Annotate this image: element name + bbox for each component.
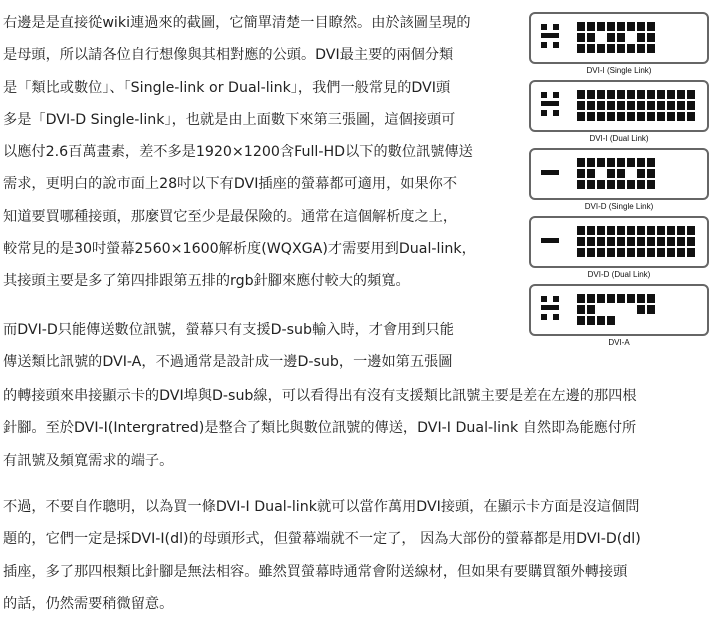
connector-pin [577,316,585,325]
connector-pin [587,33,595,42]
text-line: 題的，它們一定是採DVI-I(dl)的母頭形式，但螢幕端就不一定了， 因為大部份的螢幕都是用DVI-D(dl) [3,531,641,548]
connector-pin [607,226,615,235]
connector-pin [607,101,615,110]
connector-pin [597,180,605,189]
connector-dvi-i-dual [529,80,709,132]
text-line: 知道要買哪種接頭，那麼買它至少是最保險的。通常在這個解析度之上， [3,208,458,225]
text-line: 而DVI-D只能傳送數位訊號，螢幕只有支援D-sub輸入時，才會用到只能 [3,322,454,338]
connector-pin [627,112,635,121]
connector-pin [627,158,635,167]
connector-pin [597,248,605,257]
paragraph-2-continued [3,380,715,477]
connector-pin [627,248,635,257]
connector-pin [677,237,685,246]
connector-pin [637,101,645,110]
connector-pin [637,305,645,314]
connector-pin [647,158,655,167]
connector-pin [577,112,585,121]
connector-pin [667,90,675,99]
connector-dvi-i-single [529,12,709,64]
connector-pin [597,237,605,246]
caption-dvi-d-single: DVI-D (Single Link) [584,202,654,211]
connector-pin [597,101,605,110]
connector-pin [577,44,585,53]
connector-pin [677,101,685,110]
connector-pin [597,112,605,121]
connector-pin [587,90,595,99]
connector-pin [647,22,655,31]
text-line: 插座，多了那四根類比針腳是無法相容。雖然買螢幕時通常會附送線材，但如果有要購買額外轉接頭 [3,563,628,580]
connector-pin [637,33,645,42]
connector-pin [627,180,635,189]
connector-pins-icon [531,218,707,266]
dvi-connector-figure [524,12,720,357]
connector-pin [647,226,655,235]
connector-pin [667,226,675,235]
caption-dvi-d-dual: DVI-D (Dual Link) [587,270,651,279]
connector-pin [637,90,645,99]
connector-pin [577,305,585,314]
connector-pin [647,90,655,99]
connector-pin [617,158,625,167]
connector-pin [687,248,695,257]
connector-pin [607,112,615,121]
connector-pin [597,22,605,31]
connector-pin [577,237,585,246]
connector-pin [607,44,615,53]
connector-pins-icon [531,14,707,62]
connector-pin [607,33,615,42]
connector-pin [687,237,695,246]
connector-pin [647,248,655,257]
connector-pin [617,248,625,257]
connector-pin [637,158,645,167]
connector-pin [577,33,585,42]
text-line: 不過，不要自作聰明，以為買一條DVI-I Dual-link就可以當作萬用DVI接頭，在顯示卡方面是沒這個問 [3,499,640,515]
connector-pin [617,169,625,178]
text-line: 其接頭主要是多了第四排跟第五排的rgb針腳來應付較大的頻寬。 [3,273,410,290]
connector-pin [617,101,625,110]
connector-pin [657,226,665,235]
connector-pin [627,101,635,110]
connector-pin [607,158,615,167]
connector-pin [587,248,595,257]
connector-pin [687,101,695,110]
connector-pin [687,90,695,99]
connector-pin [667,237,675,246]
text-line: 以應付2.6百萬畫素，差不多是1920×1200含Full-HD以下的數位訊號傳送 [3,144,473,161]
paragraph-1 [3,7,515,298]
connector-pin [637,248,645,257]
connector-pin [627,237,635,246]
connector-pin [607,169,615,178]
connector-pin [647,180,655,189]
connector-pin [587,226,595,235]
connector-pin [587,22,595,31]
connector-pin [587,158,595,167]
connector-pin [607,22,615,31]
connector-pin [677,90,685,99]
text-line: 是「類比或數位」、「Single-link or Dual-link」，我們一般常見的DVI頭 [3,79,451,96]
caption-dvi-i-dual: DVI-I (Dual Link) [589,134,649,143]
text-line: 是母頭，所以請各位自行想像與其相對應的公頭。DVI最主要的兩個分類 [3,47,454,64]
connector-pin [647,237,655,246]
connector-pin [587,44,595,53]
connector-pin [617,294,625,303]
connector-pin [647,112,655,121]
connector-pin [587,294,595,303]
connector-pin [657,237,665,246]
text-line: 多是「DVI-D Single-link」，也就是由上面數下來第三張圖，這個接頭可 [3,111,456,128]
connector-pins-icon [531,286,707,334]
connector-pin [607,90,615,99]
connector-pin [647,305,655,314]
connector-pin [627,44,635,53]
connector-pin [667,112,675,121]
connector-pin [587,237,595,246]
connector-pin [597,90,605,99]
connector-pin [597,226,605,235]
connector-pin [617,112,625,121]
connector-pin [617,44,625,53]
connector-pin [597,158,605,167]
connector-pin [577,90,585,99]
text-line: 較常見的是30吋螢幕2560×1600解析度(WQXGA)才需要用到Dual-link， [3,241,476,258]
connector-pin [637,112,645,121]
connector-pin [617,226,625,235]
connector-pin [577,180,585,189]
connector-pin [607,316,615,325]
connector-pin [607,248,615,257]
connector-pin [637,237,645,246]
connector-pin [627,22,635,31]
connector-pin [667,101,675,110]
connector-pin [587,180,595,189]
connector-pin [577,158,585,167]
connector-dvi-a [529,284,709,336]
connector-pin [637,22,645,31]
connector-pin [627,90,635,99]
text-line: 有訊號及頻寬需求的端子。 [3,452,174,469]
connector-pin [637,44,645,53]
connector-pin [617,90,625,99]
paragraph-2 [3,314,511,379]
connector-pin [647,44,655,53]
text-line: 的轉接頭來串接顯示卡的DVI埠與D-sub線，可以看得出有沒有支援類比訊號主要是差在左邊的那四根 [3,388,637,404]
paragraph-3 [3,491,715,620]
connector-pin [587,169,595,178]
connector-pin [657,112,665,121]
connector-pin [577,22,585,31]
connector-dvi-d-dual [529,216,709,268]
connector-pin [647,101,655,110]
connector-pins-icon [531,82,707,130]
connector-pin [657,101,665,110]
connector-pin [637,294,645,303]
connector-pin [577,101,585,110]
connector-pin [607,294,615,303]
connector-pin [657,90,665,99]
connector-pin [657,248,665,257]
text-line: 針腳。至於DVI-I(Intergratred)是整合了類比與數位訊號的傳送，DVI-I Dual-link 自然即為能應付所 [3,420,637,437]
connector-pin [627,294,635,303]
connector-pin [687,226,695,235]
connector-pin [587,101,595,110]
connector-pin [667,248,675,257]
connector-pin [587,316,595,325]
connector-pin [577,226,585,235]
connector-pins-icon [531,150,707,198]
connector-pin [637,226,645,235]
connector-pin [637,180,645,189]
connector-pin [687,112,695,121]
connector-pin [577,169,585,178]
connector-pin [647,294,655,303]
connector-pin [677,226,685,235]
connector-pin [587,112,595,121]
connector-dvi-d-single [529,148,709,200]
connector-pin [607,180,615,189]
connector-pin [617,180,625,189]
connector-pin [637,169,645,178]
caption-dvi-i-single: DVI-I (Single Link) [586,66,652,75]
caption-dvi-a: DVI-A [608,338,630,347]
connector-pin [627,226,635,235]
connector-pin [577,294,585,303]
connector-pin [597,316,605,325]
text-line: 的話，仍然需要稍微留意。 [3,595,174,612]
connector-pin [677,248,685,257]
connector-pin [587,305,595,314]
text-line: 右邊是是直接從wiki連過來的截圖，它簡單清楚一目瞭然。由於該圖呈現的 [3,15,471,31]
connector-pin [647,169,655,178]
text-line: 傳送類比訊號的DVI-A，不過通常是設計成一邊D-sub，一邊如第五張圖 [3,354,453,371]
connector-pin [577,248,585,257]
connector-pin [607,237,615,246]
connector-pin [597,44,605,53]
connector-pin [617,22,625,31]
connector-pin [677,112,685,121]
connector-pin [597,294,605,303]
connector-pin [647,33,655,42]
text-line: 需求，更明白的說市面上28吋以下有DVI插座的螢幕都可適用，如果你不 [3,176,458,193]
connector-pin [617,237,625,246]
connector-pin [617,33,625,42]
